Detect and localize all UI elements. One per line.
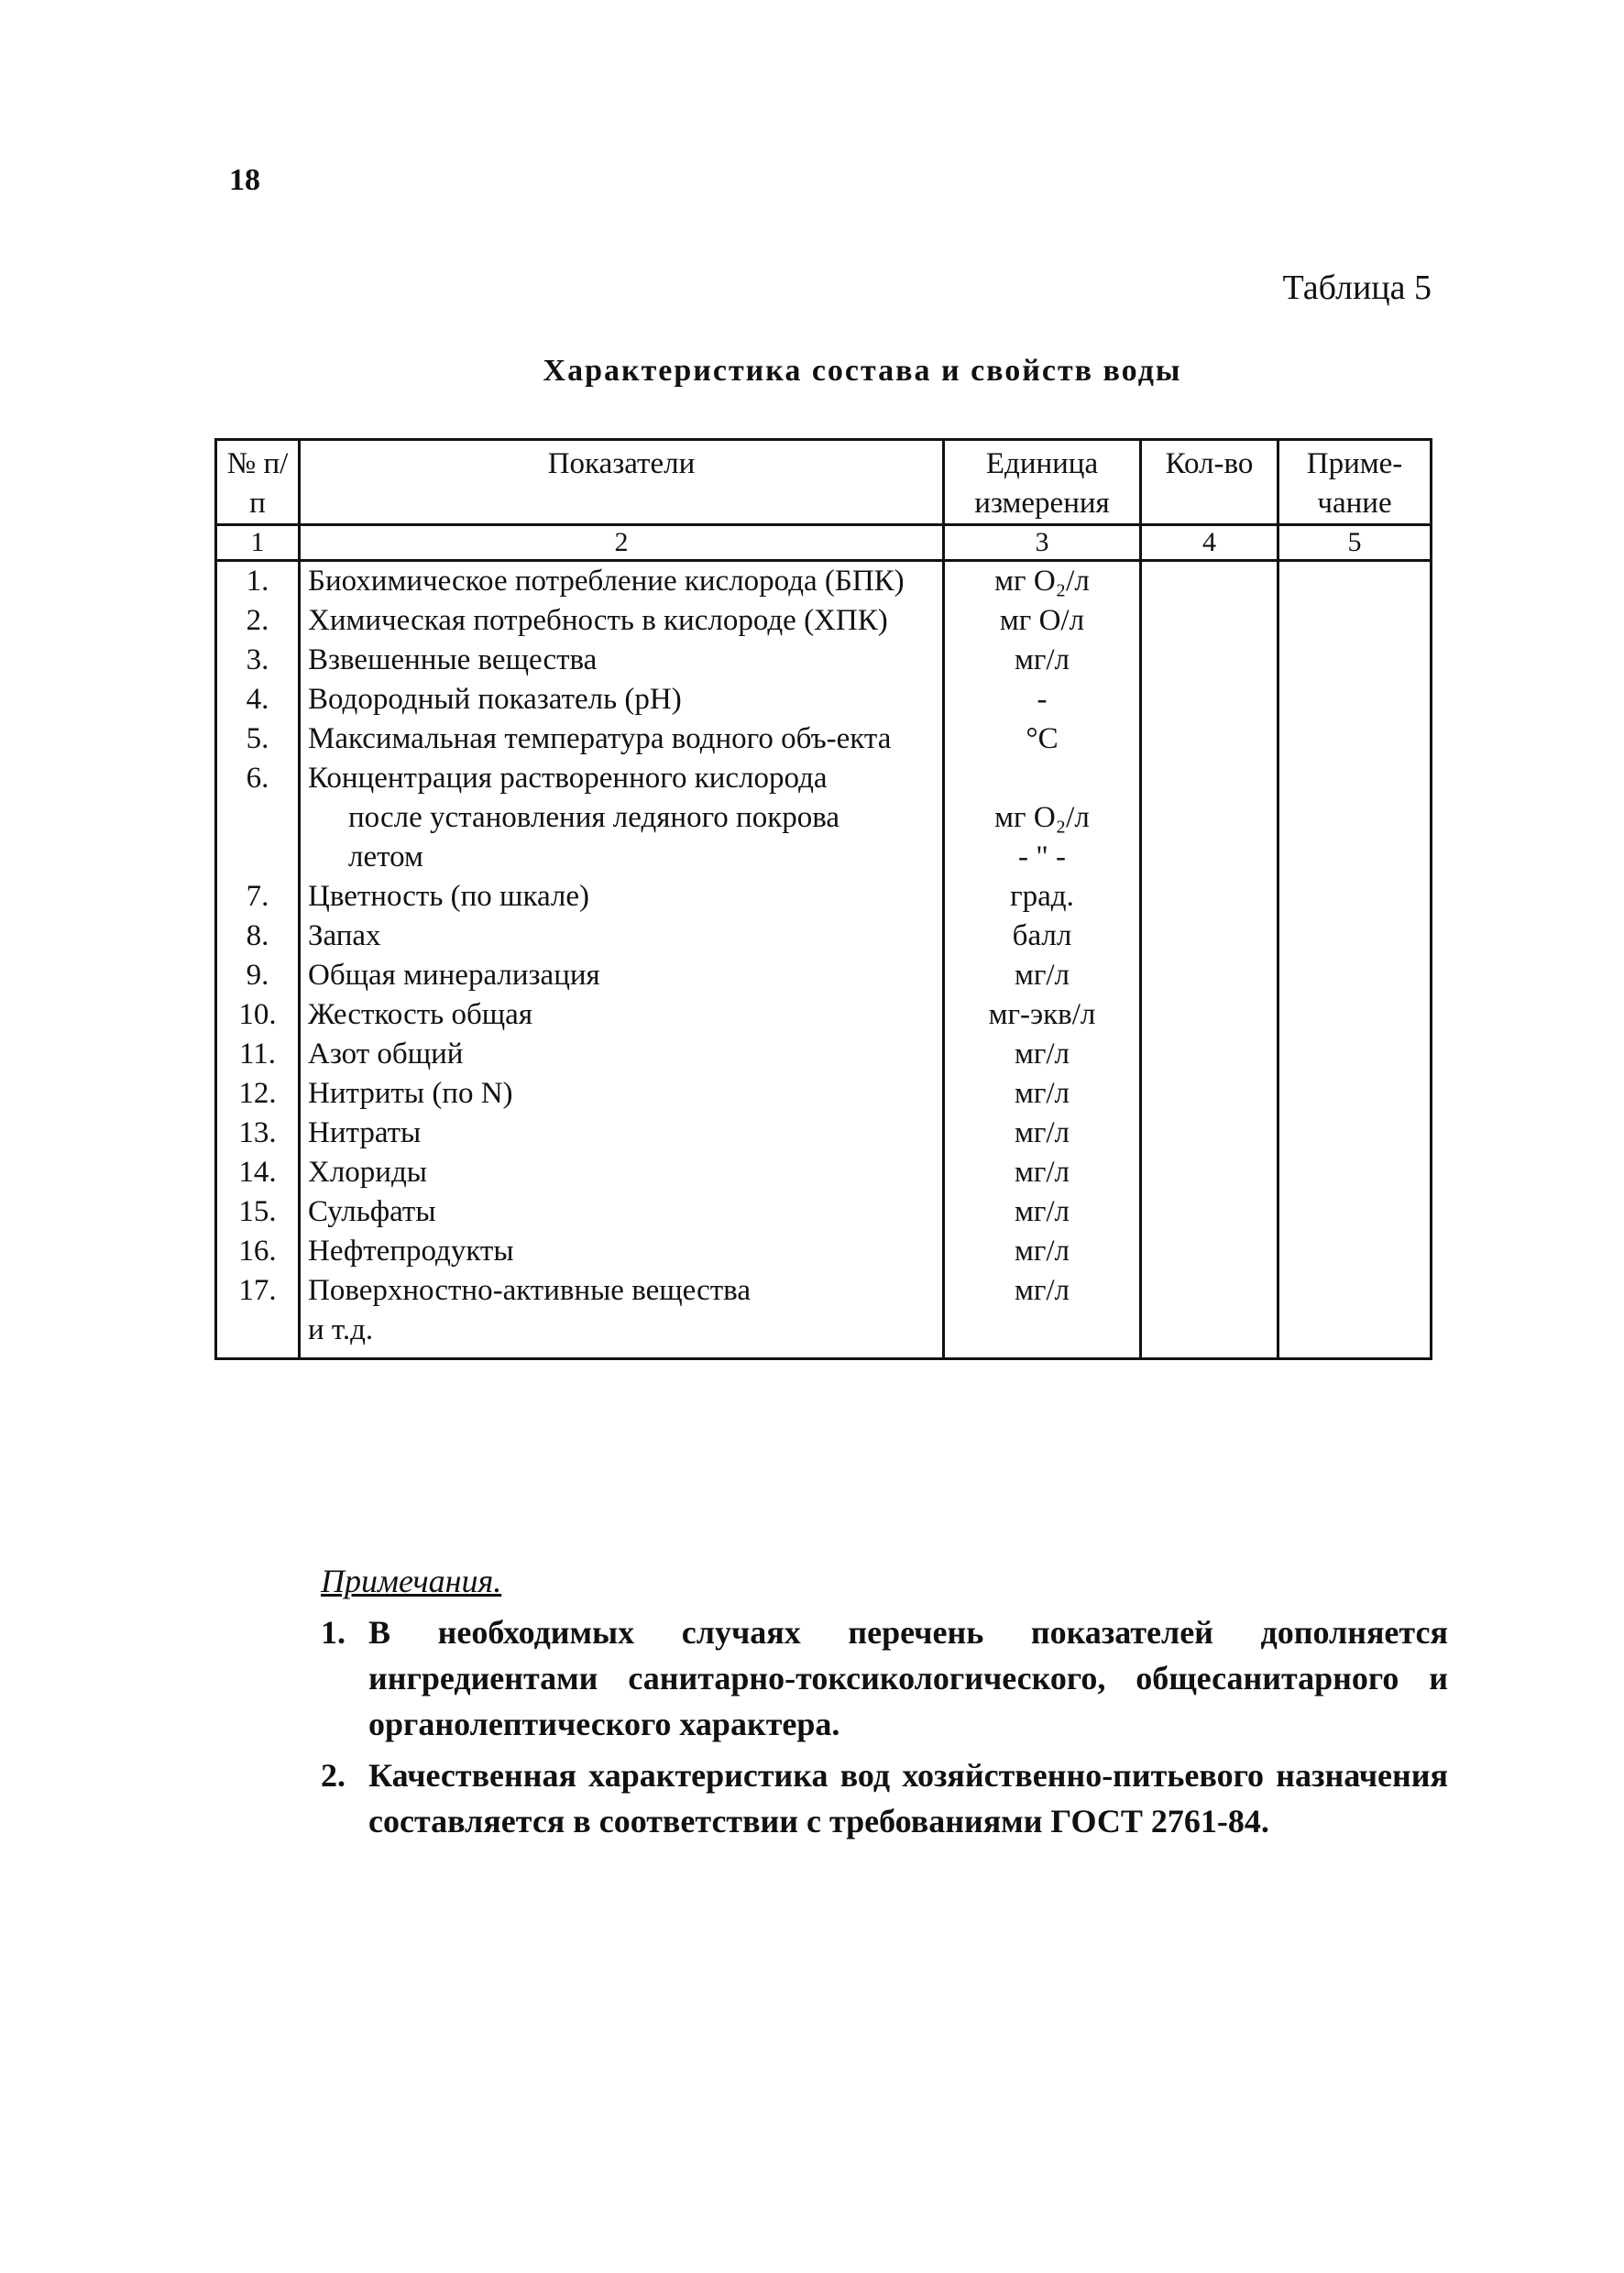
row-unit-cell bbox=[944, 1114, 1141, 1153]
table-header-row bbox=[216, 440, 1432, 525]
row-number: 8. bbox=[216, 917, 300, 956]
row-qty bbox=[1141, 877, 1278, 917]
row-indicator bbox=[300, 877, 944, 917]
indicator-name: Максимальная температура водного объ-екта bbox=[308, 722, 892, 755]
table-row bbox=[216, 1271, 1432, 1359]
row-number: 4. bbox=[216, 680, 300, 719]
row-indicator bbox=[300, 917, 944, 956]
table-row bbox=[216, 759, 1432, 877]
note-text: В необходимых случаях перечень показателей дополняется ингредиентами санитарно-токсикологического, общесанитарного и органолептического характера. bbox=[368, 1614, 1448, 1742]
row-indicator bbox=[300, 1153, 944, 1192]
row-number: 2. bbox=[216, 601, 300, 641]
row-note bbox=[1278, 877, 1432, 917]
row-unit-cell bbox=[944, 1153, 1141, 1192]
row-indicator bbox=[300, 1271, 944, 1359]
row-qty bbox=[1141, 641, 1278, 680]
row-qty bbox=[1141, 1074, 1278, 1114]
table-caption: Таблица 5 bbox=[1282, 269, 1432, 307]
row-unit-cell bbox=[944, 759, 1141, 877]
row-unit-cell bbox=[944, 1074, 1141, 1114]
row-unit-cell bbox=[944, 917, 1141, 956]
row-qty bbox=[1141, 1192, 1278, 1232]
row-qty bbox=[1141, 759, 1278, 877]
indicator-name: Взвешенные вещества bbox=[308, 643, 598, 676]
row-note bbox=[1278, 1153, 1432, 1192]
table-row bbox=[216, 956, 1432, 995]
row-unit: мг/л bbox=[1014, 1235, 1070, 1268]
row-qty bbox=[1141, 1232, 1278, 1271]
indicator-name: Нитраты bbox=[308, 1116, 422, 1149]
row-unit: мг О₂/л bbox=[994, 565, 1090, 598]
row-number: 1. bbox=[216, 561, 300, 602]
notes-section bbox=[321, 1558, 1448, 1844]
column-numbers-row bbox=[216, 525, 1432, 561]
row-note bbox=[1278, 956, 1432, 995]
row-note bbox=[1278, 1114, 1432, 1153]
table-row bbox=[216, 601, 1432, 641]
row-note bbox=[1278, 1074, 1432, 1114]
unit-spacer bbox=[952, 759, 1132, 798]
row-unit: °С bbox=[1026, 722, 1059, 755]
row-unit-cell bbox=[944, 680, 1141, 719]
row-unit-cell bbox=[944, 641, 1141, 680]
row-number: 3. bbox=[216, 641, 300, 680]
row-unit: - bbox=[1037, 683, 1048, 716]
indicator-subline: летом bbox=[348, 840, 423, 873]
table-row bbox=[216, 1232, 1432, 1271]
indicator-subline: после установления ледяного покрова bbox=[348, 801, 840, 834]
row-note bbox=[1278, 719, 1432, 759]
row-indicator bbox=[300, 1035, 944, 1074]
note-number: 2. bbox=[321, 1757, 346, 1794]
row-unit-cell bbox=[944, 719, 1141, 759]
row-qty bbox=[1141, 561, 1278, 602]
row-unit-cell bbox=[944, 1192, 1141, 1232]
row-qty bbox=[1141, 719, 1278, 759]
row-unit-cell bbox=[944, 956, 1141, 995]
table-row bbox=[216, 719, 1432, 759]
row-indicator bbox=[300, 641, 944, 680]
row-indicator bbox=[300, 995, 944, 1035]
row-number: 12. bbox=[216, 1074, 300, 1114]
header-qty: Кол-во bbox=[1141, 440, 1278, 525]
row-unit: балл bbox=[1012, 919, 1072, 952]
row-unit-cell bbox=[944, 601, 1141, 641]
row-indicator bbox=[300, 561, 944, 602]
column-number: 5 bbox=[1278, 525, 1432, 561]
notes-heading: Примечания. bbox=[321, 1563, 502, 1599]
indicator-name: Нитриты (по N) bbox=[308, 1077, 513, 1110]
indicator-name: Запах bbox=[308, 919, 381, 952]
table-row bbox=[216, 1153, 1432, 1192]
row-unit: мг/л bbox=[1014, 1274, 1070, 1307]
row-unit: мг/л bbox=[1014, 1116, 1070, 1149]
row-unit-cell bbox=[944, 561, 1141, 602]
row-number: 6. bbox=[216, 759, 300, 877]
table-row bbox=[216, 1035, 1432, 1074]
document-title: Характеристика состава и свойств воды bbox=[543, 354, 1182, 388]
table-row bbox=[216, 877, 1432, 917]
row-unit-cell bbox=[944, 995, 1141, 1035]
indicator-name: Химическая потребность в кислороде (ХПК) bbox=[308, 604, 888, 637]
row-unit: мг/л bbox=[1014, 1195, 1070, 1228]
row-indicator bbox=[300, 759, 944, 877]
row-indicator bbox=[300, 1114, 944, 1153]
row-unit: мг-экв/л bbox=[988, 998, 1096, 1031]
row-note bbox=[1278, 1271, 1432, 1359]
row-note bbox=[1278, 680, 1432, 719]
row-qty bbox=[1141, 1114, 1278, 1153]
row-number: 17. bbox=[216, 1271, 300, 1359]
row-number: 11. bbox=[216, 1035, 300, 1074]
header-unit: Единица измерения bbox=[944, 440, 1141, 525]
column-number: 3 bbox=[944, 525, 1141, 561]
header-num: № п/п bbox=[216, 440, 300, 525]
note-text: Качественная характеристика вод хозяйственно-питьевого назначения составляется в соответствии с требованиями ГОСТ 2761-84. bbox=[368, 1757, 1448, 1839]
column-number: 4 bbox=[1141, 525, 1278, 561]
note-number: 1. bbox=[321, 1614, 346, 1651]
row-note bbox=[1278, 995, 1432, 1035]
indicator-subline: и т.д. bbox=[308, 1313, 374, 1346]
row-number: 14. bbox=[216, 1153, 300, 1192]
row-note bbox=[1278, 1192, 1432, 1232]
row-note bbox=[1278, 917, 1432, 956]
column-number: 1 bbox=[216, 525, 300, 561]
row-unit: мг/л bbox=[1014, 1077, 1070, 1110]
note-item bbox=[321, 1609, 1448, 1747]
table-row bbox=[216, 917, 1432, 956]
indicator-name: Жесткость общая bbox=[308, 998, 533, 1031]
table-body bbox=[216, 561, 1432, 1359]
indicator-name: Сульфаты bbox=[308, 1195, 436, 1228]
indicator-name: Концентрация растворенного кислорода bbox=[308, 762, 828, 795]
row-qty bbox=[1141, 1271, 1278, 1359]
table-row bbox=[216, 561, 1432, 602]
indicator-name: Нефтепродукты bbox=[308, 1235, 514, 1268]
row-note bbox=[1278, 759, 1432, 877]
row-indicator bbox=[300, 1192, 944, 1232]
row-indicator bbox=[300, 719, 944, 759]
row-unit-cell bbox=[944, 1035, 1141, 1074]
table-row bbox=[216, 1192, 1432, 1232]
row-number: 7. bbox=[216, 877, 300, 917]
row-unit: мг О₂/л bbox=[994, 801, 1090, 834]
row-note bbox=[1278, 641, 1432, 680]
table-row bbox=[216, 680, 1432, 719]
indicator-name: Водородный показатель (pH) bbox=[308, 683, 682, 716]
row-unit: мг О/л bbox=[999, 604, 1085, 637]
indicator-name: Хлориды bbox=[308, 1156, 427, 1189]
row-unit-cell bbox=[944, 1271, 1141, 1359]
row-qty bbox=[1141, 917, 1278, 956]
row-unit: мг/л bbox=[1014, 1156, 1070, 1189]
indicators-table bbox=[214, 438, 1432, 1360]
row-number: 16. bbox=[216, 1232, 300, 1271]
row-qty bbox=[1141, 995, 1278, 1035]
row-unit: град. bbox=[1010, 880, 1074, 913]
row-number: 13. bbox=[216, 1114, 300, 1153]
row-indicator bbox=[300, 1074, 944, 1114]
row-unit: мг/л bbox=[1014, 1038, 1070, 1071]
row-qty bbox=[1141, 1153, 1278, 1192]
indicator-name: Биохимическое потребление кислорода (БПК) bbox=[308, 565, 905, 598]
row-number: 5. bbox=[216, 719, 300, 759]
row-note bbox=[1278, 1035, 1432, 1074]
row-unit-cell bbox=[944, 877, 1141, 917]
row-unit: мг/л bbox=[1014, 643, 1070, 676]
row-qty bbox=[1141, 1035, 1278, 1074]
row-note bbox=[1278, 1232, 1432, 1271]
row-note bbox=[1278, 601, 1432, 641]
row-qty bbox=[1141, 601, 1278, 641]
indicator-name: Азот общий bbox=[308, 1038, 464, 1071]
row-indicator bbox=[300, 1232, 944, 1271]
indicator-name: Поверхностно-активные вещества bbox=[308, 1274, 751, 1307]
row-number: 10. bbox=[216, 995, 300, 1035]
header-note: Приме-чание bbox=[1278, 440, 1432, 525]
table-row bbox=[216, 641, 1432, 680]
row-note bbox=[1278, 561, 1432, 602]
indicator-name: Цветность (по шкале) bbox=[308, 880, 590, 913]
column-number: 2 bbox=[300, 525, 944, 561]
row-qty bbox=[1141, 956, 1278, 995]
row-number: 15. bbox=[216, 1192, 300, 1232]
row-unit-cell bbox=[944, 1232, 1141, 1271]
row-unit: мг/л bbox=[1014, 959, 1070, 992]
row-indicator bbox=[300, 601, 944, 641]
indicator-name: Общая минерализация bbox=[308, 959, 600, 992]
note-item bbox=[321, 1752, 1448, 1844]
page-number: 18 bbox=[229, 163, 260, 197]
row-indicator bbox=[300, 680, 944, 719]
row-indicator bbox=[300, 956, 944, 995]
row-number: 9. bbox=[216, 956, 300, 995]
row-qty bbox=[1141, 680, 1278, 719]
header-indicator: Показатели bbox=[300, 440, 944, 525]
table-row bbox=[216, 995, 1432, 1035]
row-unit: - " - bbox=[1018, 840, 1066, 873]
table-row bbox=[216, 1114, 1432, 1153]
table-row bbox=[216, 1074, 1432, 1114]
